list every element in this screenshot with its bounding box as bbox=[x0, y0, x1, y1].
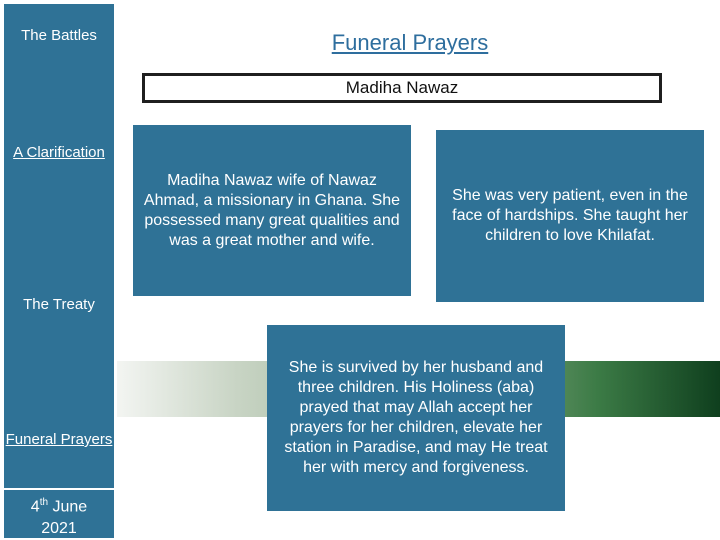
info-card-3 bbox=[267, 325, 565, 511]
sidebar-item-the-battles[interactable]: The Battles bbox=[21, 27, 97, 44]
date-day: 4 bbox=[30, 498, 40, 516]
sidebar-item-the-treaty[interactable]: The Treaty bbox=[23, 296, 95, 313]
info-card-3-text: She is survived by her husband and three children. His Holiness (aba) prayed that may Allah accept her prayers for her children, elevate her station in Paradise, and may He treat her with mercy and forgiveness. bbox=[284, 359, 548, 476]
sidebar-item-funeral-prayers[interactable]: Funeral Prayers bbox=[5, 431, 113, 448]
sidebar-item-a-clarification[interactable]: A Clarification bbox=[13, 144, 105, 161]
info-card-1 bbox=[133, 125, 411, 296]
date-year: 2021 bbox=[41, 520, 77, 538]
name-banner: Madiha Nawaz bbox=[142, 73, 662, 103]
date-month: June bbox=[48, 498, 88, 516]
date-box bbox=[4, 488, 114, 538]
info-card-2-text: She was very patient, even in the face of hardships. She taught her children to love Khilafat. bbox=[452, 187, 688, 244]
sidebar bbox=[4, 4, 114, 538]
date-suffix: th bbox=[39, 497, 49, 508]
info-card-2 bbox=[436, 130, 704, 302]
page-title[interactable]: Funeral Prayers bbox=[331, 30, 489, 55]
info-card-1-text: Madiha Nawaz wife of Nawaz Ahmad, a missionary in Ghana. She possessed many great qualities and was a great mother and wife. bbox=[143, 171, 401, 249]
